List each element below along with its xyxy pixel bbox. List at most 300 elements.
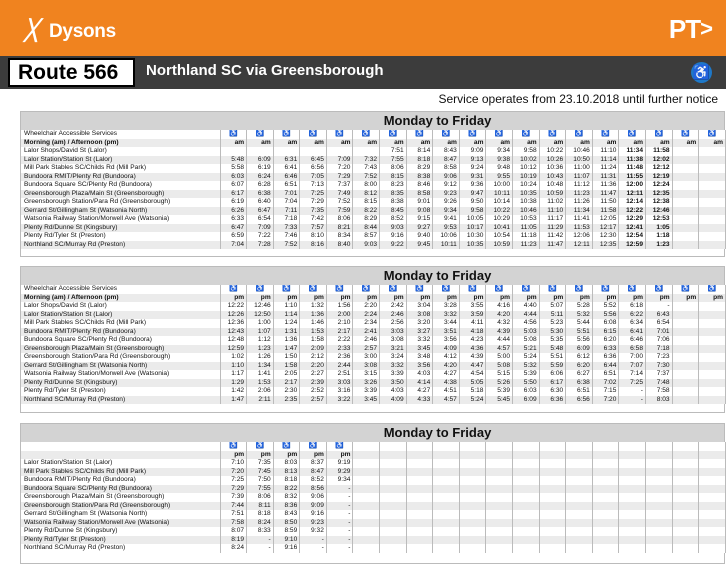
table-row [21,536,726,545]
time-cell [459,468,486,477]
time-cell: 1:47 [273,345,300,354]
table-row [21,164,726,173]
stop-name: Greensborough Plaza/Main St (Greensborough) [21,345,220,354]
wheelchair-icon: ♿ [353,130,380,139]
ampm-cell [539,451,566,460]
time-cell: 8:44 [353,224,380,233]
time-cell: 7:37 [326,181,353,190]
time-cell: 2:36 [326,353,353,362]
time-cell: 11:10 [539,207,566,216]
ampm-cell: am [566,139,593,148]
time-cell: 6:46 [619,336,646,345]
time-cell: 7:55 [247,485,274,494]
time-cell: 9:16 [380,232,407,241]
time-cell: 7:57 [300,224,327,233]
time-cell: 11:48 [619,164,646,173]
time-cell: 5:56 [566,336,593,345]
time-cell: 8:18 [247,510,274,519]
time-cell [433,544,460,553]
time-cell: 1:00 [247,319,274,328]
time-cell [672,241,699,250]
time-cell: 6:17 [539,379,566,388]
time-cell: 3:16 [326,387,353,396]
time-cell: 9:09 [459,147,486,156]
time-cell: 4:20 [486,311,513,320]
table-row [21,181,726,190]
ampm-cell: am [406,139,433,148]
time-cell: 5:07 [539,302,566,311]
ampm-cell: pm [486,294,513,303]
stop-name: Lalor Shops/David St (Lalor) [21,147,220,156]
time-cell: 10:59 [539,190,566,199]
time-cell: 5:39 [486,387,513,396]
ampm-cell: am [699,139,726,148]
time-cell: 9:06 [433,173,460,182]
time-cell [433,468,460,477]
ampm-cell: am [300,139,327,148]
time-cell: 11:07 [566,173,593,182]
time-cell: 4:39 [459,353,486,362]
time-cell: 4:03 [380,387,407,396]
time-cell [539,468,566,477]
time-cell [646,459,673,468]
table-title-text: Monday to Friday [383,113,492,128]
time-cell: 8:16 [300,241,327,250]
time-cell: 4:14 [406,379,433,388]
time-cell: 10:59 [486,241,513,250]
time-cell [566,493,593,502]
time-cell [592,476,619,485]
time-cell: 12:22 [619,207,646,216]
time-cell [459,493,486,502]
time-cell: 9:06 [300,493,327,502]
ampm-cell [380,451,407,460]
time-cell: 4:27 [433,370,460,379]
time-cell [247,147,274,156]
time-cell [672,493,699,502]
table-row [21,198,726,207]
wheelchair-icon: ♿ [433,130,460,139]
time-cell [672,232,699,241]
time-cell: 12:11 [566,241,593,250]
time-cell [699,190,726,199]
time-cell: 4:44 [486,336,513,345]
time-cell: 9:48 [486,164,513,173]
time-cell: 6:36 [539,396,566,405]
time-cell: 3:45 [406,345,433,354]
ampm-cell: pm [459,294,486,303]
ampm-label: Morning (am) / Afternoon (pm) [21,139,220,148]
time-cell: 3:03 [380,328,407,337]
route-number: Route 566 [8,58,135,87]
time-cell: 7:13 [300,181,327,190]
time-cell: 8:43 [273,510,300,519]
time-cell: 6:51 [592,370,619,379]
ampm-cell: am [619,139,646,148]
time-cell: 11:10 [592,147,619,156]
timetable [21,442,726,553]
time-cell: 2:11 [247,396,274,405]
time-cell [646,476,673,485]
time-cell [699,459,726,468]
ampm-cell: am [247,139,274,148]
empty-cell [380,442,407,451]
time-cell [539,536,566,545]
time-cell: 6:46 [273,173,300,182]
time-cell: 5:30 [539,328,566,337]
timetable-panel-afternoon [20,266,725,413]
time-cell: 9:32 [300,527,327,536]
time-cell: 8:35 [380,190,407,199]
time-cell: 7:15 [592,387,619,396]
time-cell: 10:48 [539,181,566,190]
time-cell [672,302,699,311]
time-cell: 2:35 [273,396,300,405]
empty-cell [539,442,566,451]
time-cell: 10:53 [513,215,540,224]
time-cell [672,319,699,328]
time-cell [699,387,726,396]
ampm-row [21,139,726,148]
time-cell: 1:23 [247,345,274,354]
wheelchair-icon: ♿ [539,285,566,294]
time-cell [513,536,540,545]
stop-name: Bundoora Square SC/Plenty Rd (Bundoora) [21,336,220,345]
ampm-cell: pm [433,294,460,303]
ampm-cell: pm [300,294,327,303]
time-cell: 9:15 [406,215,433,224]
time-cell [486,476,513,485]
time-cell: 2:57 [353,345,380,354]
time-cell: 11:36 [592,181,619,190]
table-row [21,241,726,250]
time-cell: 6:44 [592,362,619,371]
ampm-cell [566,451,593,460]
time-cell: 4:47 [459,362,486,371]
time-cell: 8:34 [326,232,353,241]
time-cell: 7:05 [300,173,327,182]
wheelchair-row [21,285,726,294]
time-cell: 2:30 [273,387,300,396]
time-cell: 6:38 [566,379,593,388]
empty-cell [433,442,460,451]
time-cell: - [300,536,327,545]
time-cell [672,156,699,165]
time-cell [513,544,540,553]
time-cell [699,164,726,173]
time-cell: 11:26 [566,198,593,207]
empty-cell [619,442,646,451]
time-cell [406,527,433,536]
time-cell: 3:26 [353,379,380,388]
ampm-cell: am [220,139,247,148]
dysons-logo [23,18,116,43]
time-cell: 3:59 [459,311,486,320]
time-cell: 12:59 [619,241,646,250]
time-cell [433,459,460,468]
time-cell [646,510,673,519]
time-cell: 10:41 [486,224,513,233]
time-cell: 10:38 [513,198,540,207]
time-cell: 10:35 [459,241,486,250]
time-cell [592,493,619,502]
time-cell: 10:35 [513,190,540,199]
time-cell: 6:30 [539,387,566,396]
empty-cell [592,442,619,451]
time-cell: 7:01 [273,190,300,199]
time-cell [566,536,593,545]
time-cell: 4:16 [486,302,513,311]
stop-name: Greensborough Station/Para Rd (Greensborough) [21,198,220,207]
table-row [21,173,726,182]
time-cell: 12:17 [592,224,619,233]
time-cell [513,476,540,485]
time-cell: 5:00 [486,353,513,362]
time-cell: 9:16 [273,544,300,553]
time-cell [433,493,460,502]
time-cell [380,493,407,502]
time-cell [566,519,593,528]
wheelchair-icon: ♿ [619,130,646,139]
time-cell: 2:52 [300,387,327,396]
stop-name: Plenty Rd/Tyler St (Preston) [21,536,220,545]
time-cell [699,476,726,485]
time-cell: 1:32 [300,302,327,311]
stop-name: Watsonia Railway Station/Morwell Ave (Watsonia) [21,215,220,224]
time-cell: 12:36 [220,319,247,328]
time-cell [672,181,699,190]
ampm-cell: pm [539,294,566,303]
time-cell: 5:28 [566,302,593,311]
time-cell: 6:09 [247,156,274,165]
time-cell: 7:25 [300,190,327,199]
time-cell [672,527,699,536]
time-cell: 3:08 [353,362,380,371]
time-cell: 6:19 [247,164,274,173]
time-cell: 5:58 [220,164,247,173]
stop-name: Lalor Shops/David St (Lalor) [21,302,220,311]
wheelchair-icon: ♿ [300,130,327,139]
ampm-cell [619,451,646,460]
time-cell [619,510,646,519]
time-cell: 7:44 [220,502,247,511]
wheelchair-icon: ♿ [300,285,327,294]
time-cell [592,502,619,511]
time-cell: 7:42 [300,215,327,224]
time-cell [672,387,699,396]
time-cell: 11:23 [566,190,593,199]
time-cell [459,485,486,494]
time-cell: 3:32 [380,362,407,371]
time-cell: 8:32 [273,493,300,502]
time-cell: 12:05 [592,215,619,224]
service-note: Service operates from 23.10.2018 until further notice [438,92,718,106]
table-title [21,424,724,442]
time-cell [539,527,566,536]
time-cell: 8:22 [273,485,300,494]
time-cell [406,493,433,502]
time-cell [486,493,513,502]
time-cell: 5:21 [513,345,540,354]
time-cell: 9:22 [380,241,407,250]
wheelchair-icon: ♿ [646,130,673,139]
time-cell: 7:52 [353,173,380,182]
time-cell: 5:15 [486,370,513,379]
stop-name: Lalor Station/Station St (Lalor) [21,311,220,320]
table-row [21,396,726,405]
time-cell [513,510,540,519]
time-cell: 7:20 [326,164,353,173]
wheelchair-icon: ♿ [699,130,726,139]
time-cell: 6:33 [592,345,619,354]
time-cell: 4:33 [406,396,433,405]
time-cell: 9:12 [433,181,460,190]
wheelchair-icon: ♿ [273,285,300,294]
time-cell: 9:45 [406,241,433,250]
time-cell [646,536,673,545]
time-cell [380,519,407,528]
ampm-cell: pm [326,451,353,460]
ampm-cell: am [672,139,699,148]
time-cell: 7:18 [273,215,300,224]
time-cell: 12:41 [619,224,646,233]
time-cell: 10:22 [539,147,566,156]
time-cell: 5:24 [513,353,540,362]
table-row [21,476,726,485]
time-cell: 9:13 [459,156,486,165]
time-cell [646,519,673,528]
time-cell: 11:24 [592,164,619,173]
time-cell [672,459,699,468]
time-cell [539,485,566,494]
time-cell [672,468,699,477]
time-cell: 6:31 [273,156,300,165]
time-cell: 10:22 [486,207,513,216]
time-cell [486,510,513,519]
time-cell: 3:45 [353,396,380,405]
stop-name: Bundoora RMIT/Plenty Rd (Bundoora) [21,173,220,182]
stop-name: Greensborough Plaza/Main St (Greensborough) [21,493,220,502]
time-cell: 6:36 [592,353,619,362]
time-cell: 8:06 [380,164,407,173]
time-cell: 1:23 [646,241,673,250]
time-cell: 1:58 [300,336,327,345]
table-row [21,224,726,233]
time-cell: 2:09 [300,345,327,354]
empty-cell [646,442,673,451]
time-cell: 11:47 [539,241,566,250]
stop-name: Gerrard St/Gillingham St (Watsonia North) [21,510,220,519]
time-cell [380,502,407,511]
time-cell [566,510,593,519]
wheelchair-icon: ♿ [326,130,353,139]
time-cell [619,493,646,502]
time-cell [592,459,619,468]
time-cell: 1:29 [220,379,247,388]
time-cell: 6:41 [273,164,300,173]
time-cell [699,198,726,207]
time-cell: 9:26 [433,198,460,207]
time-cell: 2:24 [353,311,380,320]
time-cell [513,468,540,477]
wheelchair-icon: ♿ [433,285,460,294]
ampm-cell: pm [247,451,274,460]
table-row [21,215,726,224]
time-cell: 8:46 [406,181,433,190]
time-cell: 2:57 [300,396,327,405]
time-cell: 6:33 [220,215,247,224]
time-cell: 5:59 [539,362,566,371]
time-cell: 3:39 [380,370,407,379]
time-cell: 1:18 [646,232,673,241]
time-cell [619,502,646,511]
brand-name: Dysons [49,21,116,42]
wheelchair-icon: ♿ [220,130,247,139]
stop-name: Northland SC/Murray Rd (Preston) [21,544,220,553]
table-row [21,328,726,337]
time-cell: 9:36 [459,181,486,190]
time-cell: 6:09 [566,345,593,354]
time-cell [433,485,460,494]
wheelchair-icon: ♿ [459,285,486,294]
time-cell: 1:36 [273,336,300,345]
time-cell: 9:03 [353,241,380,250]
time-cell: 2:39 [300,379,327,388]
time-cell: 2:06 [247,387,274,396]
wheelchair-icon: ♿ [380,130,407,139]
time-cell: 12:50 [247,311,274,320]
time-cell: 9:38 [486,156,513,165]
time-cell: 10:46 [513,207,540,216]
table-row [21,319,726,328]
time-cell: 7:14 [619,370,646,379]
time-cell [380,476,407,485]
time-cell: 9:34 [486,147,513,156]
time-cell: - [619,396,646,405]
time-cell: 12:12 [646,164,673,173]
wheelchair-icon: ♿ [672,130,699,139]
time-cell [433,510,460,519]
stop-name: Plenty Rd/Dunne St (Kingsbury) [21,527,220,536]
time-cell [380,527,407,536]
time-cell: 4:51 [433,387,460,396]
time-cell: 11:58 [646,147,673,156]
table-row [21,302,726,311]
stop-name: Mill Park Stables SC/Childs Rd (Mill Park) [21,468,220,477]
ampm-cell [406,451,433,460]
time-cell: 11:18 [513,232,540,241]
time-cell: 7:29 [220,485,247,494]
time-cell: 5:45 [486,396,513,405]
time-cell: 6:51 [273,181,300,190]
wheelchair-icon: ♿ [672,285,699,294]
time-cell: 1:50 [273,353,300,362]
table-title [21,112,724,130]
wheelchair-label [21,442,220,451]
time-cell: 4:57 [433,396,460,405]
ampm-cell: pm [273,294,300,303]
time-cell: 8:21 [326,224,353,233]
time-cell: 10:50 [566,156,593,165]
time-cell [646,527,673,536]
time-cell: 8:14 [406,147,433,156]
time-cell [566,476,593,485]
time-cell: 6:07 [220,181,247,190]
time-cell: 6:43 [646,311,673,320]
time-cell [539,459,566,468]
timetable [21,130,726,249]
stop-name: Mill Park Stables SC/Childs Rd (Mill Park) [21,164,220,173]
